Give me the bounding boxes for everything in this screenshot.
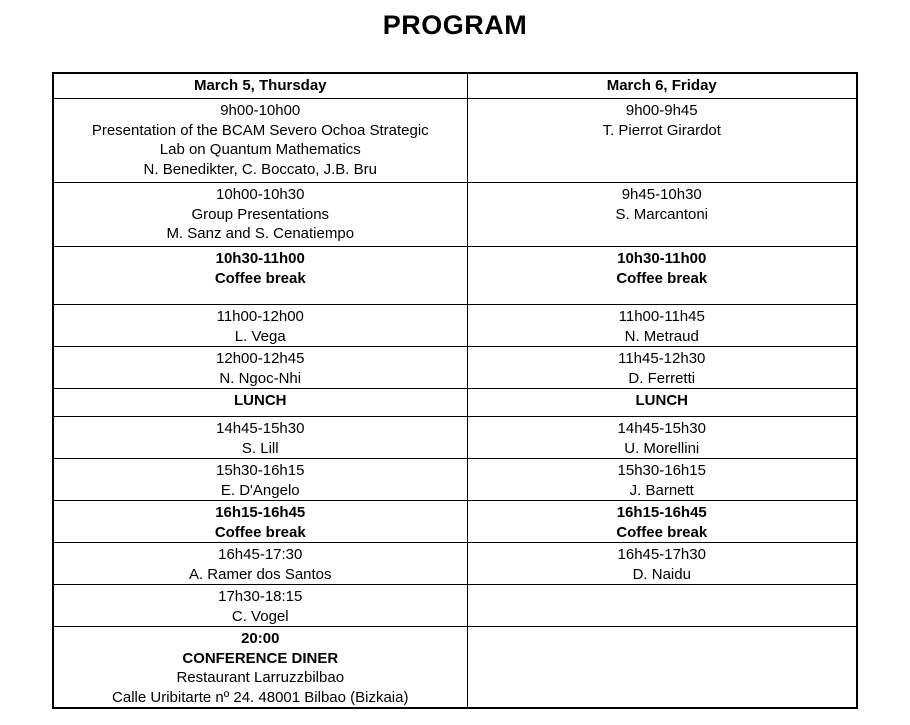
table-row (53, 347, 857, 389)
table-row (53, 585, 857, 627)
schedule-cell (53, 459, 467, 501)
schedule-cell (467, 183, 857, 247)
schedule-line: L. Vega (234, 327, 286, 345)
schedule-line: 11h00-11h45 (618, 308, 705, 325)
schedule-line: Restaurant Larruzzbilbao (176, 669, 345, 686)
schedule-line: 12h00-12h45 (216, 350, 305, 367)
schedule-line: LUNCH (635, 392, 688, 409)
schedule-cell (53, 543, 467, 585)
schedule-cell (53, 627, 467, 709)
schedule-line: 17h30-18:15 (218, 588, 303, 605)
schedule-cell (53, 247, 467, 305)
table-row (53, 627, 857, 709)
document-page (52, 0, 858, 709)
column-header-march-5: March 5, Thursday (53, 73, 467, 99)
schedule-line: 16h45-17:30 (218, 546, 303, 563)
schedule-line: 11h00-12h00 (216, 308, 304, 325)
table-row (53, 501, 857, 543)
schedule-line: M. Sanz and S. Cenatiempo (166, 225, 355, 242)
page-title: PROGRAM (382, 10, 528, 40)
schedule-line: CONFERENCE DINER (182, 649, 339, 667)
table-header-row (53, 73, 857, 99)
schedule-line: S. Lill (241, 439, 279, 457)
schedule-cell (467, 459, 857, 501)
schedule-line: 11h45-12h30 (618, 350, 706, 367)
schedule-line: 16h15-16h45 (616, 504, 707, 521)
schedule-line: Coffee break (616, 269, 708, 287)
table-row (53, 247, 857, 305)
schedule-line: N. Ngoc-Nhi (219, 369, 302, 387)
schedule-cell (53, 99, 467, 183)
schedule-line: Lab on Quantum Mathematics (159, 141, 361, 158)
schedule-line: U. Morellini (624, 439, 700, 457)
schedule-line: Coffee break (214, 523, 306, 541)
schedule-cell (467, 585, 857, 627)
table-row (53, 417, 857, 459)
schedule-cell (467, 247, 857, 305)
schedule-line: Calle Uribitarte nº 24. 48001 Bilbao (Bizkaia) (112, 688, 409, 706)
program-table-body (53, 99, 857, 709)
schedule-cell (53, 305, 467, 347)
schedule-line: 9h45-10h30 (621, 186, 702, 203)
schedule-line: J. Barnett (629, 481, 694, 499)
schedule-line: Coffee break (214, 269, 306, 287)
schedule-line: 20:00 (241, 630, 280, 647)
schedule-line: D. Naidu (632, 565, 691, 583)
schedule-cell (53, 501, 467, 543)
schedule-cell (467, 417, 857, 459)
schedule-line: N. Benedikter, C. Boccato, J.B. Bru (143, 160, 377, 178)
schedule-cell (467, 99, 857, 183)
schedule-cell (467, 389, 857, 417)
schedule-line: 15h30-16h15 (617, 462, 706, 479)
program-table (52, 72, 858, 709)
schedule-line: 14h45-15h30 (216, 420, 305, 437)
schedule-line: S. Marcantoni (615, 205, 709, 223)
table-row (53, 183, 857, 247)
schedule-line: 10h00-10h30 (216, 186, 305, 203)
schedule-line: 15h30-16h15 (216, 462, 305, 479)
schedule-line: Presentation of the BCAM Severo Ochoa Strategic (91, 121, 429, 139)
table-row (53, 459, 857, 501)
schedule-cell (467, 501, 857, 543)
schedule-line: 14h45-15h30 (617, 420, 706, 437)
schedule-line: LUNCH (234, 392, 287, 409)
table-row (53, 389, 857, 417)
table-row (53, 543, 857, 585)
schedule-line: C. Vogel (231, 607, 289, 625)
schedule-cell (53, 585, 467, 627)
schedule-cell (53, 347, 467, 389)
schedule-line: N. Metraud (624, 327, 699, 345)
schedule-cell (53, 417, 467, 459)
schedule-cell (467, 543, 857, 585)
schedule-line: D. Ferretti (628, 369, 696, 387)
schedule-cell (53, 183, 467, 247)
schedule-line: 10h30-11h00 (617, 250, 707, 267)
schedule-line: Coffee break (616, 523, 708, 541)
schedule-cell (53, 389, 467, 417)
schedule-cell (467, 305, 857, 347)
table-row (53, 305, 857, 347)
schedule-line: E. D'Angelo (220, 481, 300, 499)
schedule-line: A. Ramer dos Santos (188, 565, 332, 583)
schedule-cell (467, 347, 857, 389)
schedule-line: T. Pierrot Girardot (602, 121, 721, 139)
schedule-line: 10h30-11h00 (215, 250, 305, 267)
schedule-line: 16h45-17h30 (617, 546, 706, 563)
schedule-line: 9h00-9h45 (625, 102, 698, 119)
schedule-line: 16h15-16h45 (215, 504, 306, 521)
column-header-march-6: March 6, Friday (467, 73, 857, 99)
table-row (53, 99, 857, 183)
schedule-line: 9h00-10h00 (220, 102, 301, 119)
schedule-cell (467, 627, 857, 709)
schedule-line: Group Presentations (191, 205, 330, 223)
